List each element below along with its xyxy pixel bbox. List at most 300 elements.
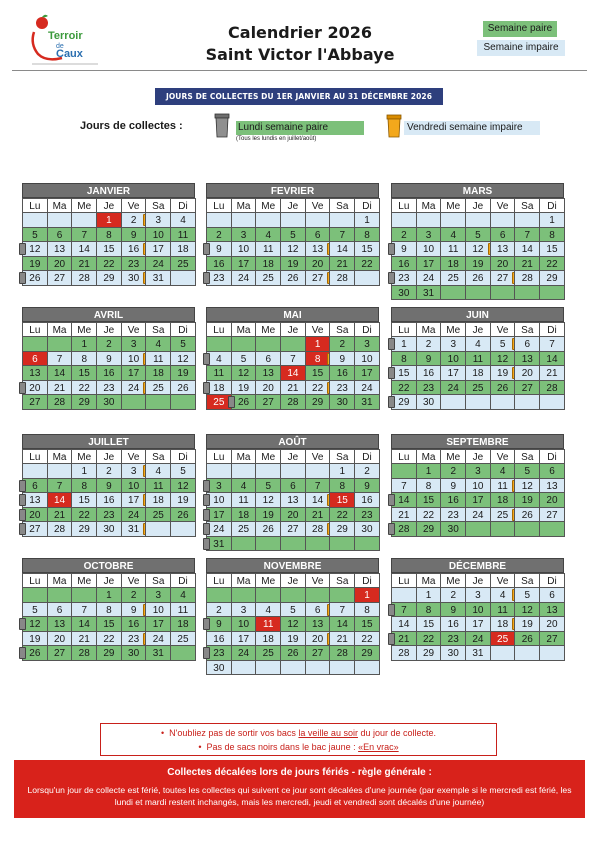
day-cell: 23 <box>391 270 417 286</box>
weekday-header: Ve <box>305 573 331 588</box>
day-cell: 5 <box>22 227 48 243</box>
month-juin <box>391 307 564 409</box>
month-juillet <box>22 434 195 536</box>
day-cell: 15 <box>71 365 97 381</box>
day-cell: 18 <box>490 616 516 632</box>
day-cell: 8 <box>416 602 442 618</box>
empty-cell <box>465 394 491 410</box>
empty-cell <box>539 521 565 537</box>
day-cell: 26 <box>280 645 306 661</box>
day-cell: 9 <box>206 616 232 632</box>
day-cell: 29 <box>329 521 355 537</box>
weekday-header: Ma <box>47 573 73 588</box>
empty-cell <box>329 536 355 552</box>
day-cell: 7 <box>47 478 73 494</box>
day-cell: 13 <box>22 492 48 508</box>
weekday-header: Me <box>255 322 281 337</box>
weekday-header: Je <box>96 573 122 588</box>
weekday-header: Me <box>71 573 97 588</box>
month-novembre <box>206 558 379 674</box>
month-septembre <box>391 434 564 536</box>
empty-cell <box>465 285 491 301</box>
day-cell: 11 <box>231 492 257 508</box>
day-cell: 18 <box>465 365 491 381</box>
month-title: JUILLET <box>22 434 195 449</box>
day-cell: 6 <box>280 478 306 494</box>
month-title: MAI <box>206 307 379 322</box>
day-cell: 1 <box>96 587 122 603</box>
grey-bin-marker-icon <box>203 353 210 365</box>
grey-bin-marker-icon <box>19 509 26 521</box>
day-cell: 17 <box>440 365 466 381</box>
day-cell: 14 <box>47 365 73 381</box>
day-cell: 9 <box>440 478 466 494</box>
day-cell: 3 <box>145 212 171 228</box>
day-cell: 26 <box>514 507 540 523</box>
day-cell: 25 <box>255 645 281 661</box>
day-cell: 27 <box>22 521 48 537</box>
day-cell: 22 <box>354 256 380 272</box>
empty-cell <box>514 285 540 301</box>
title-line-1: Calendrier 2026 <box>228 23 372 42</box>
empty-cell <box>391 587 417 603</box>
day-cell: 28 <box>71 270 97 286</box>
day-cell: 29 <box>539 270 565 286</box>
day-cell: 4 <box>440 227 466 243</box>
day-cell: 29 <box>305 394 331 410</box>
title-line-2: Saint Victor l'Abbaye <box>205 45 395 64</box>
weekday-header: Ma <box>416 322 442 337</box>
day-cell: 22 <box>96 256 122 272</box>
day-cell: 22 <box>96 631 122 647</box>
day-cell: 1 <box>71 336 97 352</box>
day-cell: 14 <box>329 241 355 257</box>
day-cell: 16 <box>206 256 232 272</box>
weekday-header: Me <box>440 573 466 588</box>
weekday-header: Ve <box>121 573 147 588</box>
weekday-header: Di <box>354 449 380 464</box>
empty-cell <box>47 336 73 352</box>
friday-collection-label: Vendredi semaine impaire <box>404 121 540 135</box>
terroir-de-caux-logo <box>28 14 108 66</box>
grey-bin-marker-icon <box>388 494 395 506</box>
day-cell: 19 <box>280 631 306 647</box>
day-cell: 10 <box>145 602 171 618</box>
empty-cell <box>490 645 516 661</box>
day-cell: 1 <box>96 212 122 228</box>
day-cell: 7 <box>71 227 97 243</box>
weekday-header: Ve <box>490 449 516 464</box>
day-cell: 8 <box>354 227 380 243</box>
day-cell: 2 <box>416 336 442 352</box>
weekday-header: Lu <box>22 573 48 588</box>
empty-cell <box>280 660 306 676</box>
day-cell: 22 <box>391 380 417 396</box>
day-cell: 26 <box>231 394 257 410</box>
day-cell: 18 <box>490 492 516 508</box>
empty-cell <box>145 521 171 537</box>
day-cell: 3 <box>121 336 147 352</box>
day-cell: 18 <box>255 256 281 272</box>
grey-bin-marker-icon <box>203 382 210 394</box>
reminder-box <box>100 723 497 756</box>
empty-cell <box>47 212 73 228</box>
day-cell: 30 <box>96 521 122 537</box>
weekday-header: Sa <box>329 198 355 213</box>
grey-bin-marker-icon <box>228 396 235 408</box>
weekday-header: Je <box>465 573 491 588</box>
weekday-header: Ma <box>47 198 73 213</box>
day-cell: 20 <box>305 631 331 647</box>
day-cell: 11 <box>465 351 491 367</box>
day-cell: 7 <box>391 478 417 494</box>
weekday-header: Me <box>440 198 466 213</box>
empty-cell <box>47 463 73 479</box>
empty-cell <box>170 521 196 537</box>
day-cell: 3 <box>465 587 491 603</box>
grey-bin-marker-icon <box>388 396 395 408</box>
day-cell: 17 <box>465 492 491 508</box>
day-cell: 23 <box>121 631 147 647</box>
empty-cell <box>440 394 466 410</box>
empty-cell <box>490 212 516 228</box>
day-cell: 2 <box>329 336 355 352</box>
month-mai <box>206 307 379 409</box>
weekday-header: Je <box>96 322 122 337</box>
reminder-line-1: • N'oubliez pas de sortir vos bacs la veille au soir du jour de collecte. <box>160 728 436 738</box>
weekday-header: Me <box>255 573 281 588</box>
day-cell: 16 <box>329 365 355 381</box>
day-cell: 19 <box>22 256 48 272</box>
empty-cell <box>280 212 306 228</box>
weekday-header: Ve <box>490 573 516 588</box>
day-cell: 25 <box>255 270 281 286</box>
empty-cell <box>305 536 331 552</box>
weekday-header: Di <box>170 449 196 464</box>
day-cell: 11 <box>145 351 171 367</box>
day-cell: 7 <box>514 227 540 243</box>
monday-collection-label: Lundi semaine paire <box>236 121 364 135</box>
empty-cell <box>231 660 257 676</box>
empty-cell <box>490 394 516 410</box>
day-cell: 26 <box>490 380 516 396</box>
empty-cell <box>329 587 355 603</box>
weekday-header: Ma <box>47 449 73 464</box>
holiday-rule-text: Lorsqu'un jour de collecte est férié, toutes les collectes qui suivent ce jour sont décalées d'une journée (par exemple si le mercredi est férié, les lundi et mardi restent inchangés, mais les mercredi, jeudi et vendredi sont décalés d'une journée) <box>27 785 572 807</box>
month-mars <box>391 183 564 299</box>
grey-bin-icon <box>214 113 230 139</box>
day-cell: 4 <box>170 212 196 228</box>
day-cell: 3 <box>145 587 171 603</box>
day-cell: 14 <box>71 616 97 632</box>
weekday-header: Sa <box>514 322 540 337</box>
day-cell: 12 <box>22 241 48 257</box>
empty-cell <box>255 212 281 228</box>
day-cell: 13 <box>305 616 331 632</box>
empty-cell <box>71 587 97 603</box>
day-cell: 30 <box>121 645 147 661</box>
day-cell: 25 <box>465 380 491 396</box>
day-cell: 24 <box>145 256 171 272</box>
day-cell: 25 <box>490 631 516 647</box>
day-cell: 4 <box>206 351 232 367</box>
day-cell: 30 <box>391 285 417 301</box>
day-cell: 10 <box>121 351 147 367</box>
day-cell: 5 <box>465 227 491 243</box>
month-title: AOÛT <box>206 434 379 449</box>
empty-cell <box>490 521 516 537</box>
logo-word-terroir: Terroir <box>48 30 83 42</box>
empty-cell <box>206 212 232 228</box>
weekday-header: Ma <box>416 449 442 464</box>
day-cell: 5 <box>514 463 540 479</box>
empty-cell <box>305 660 331 676</box>
day-cell: 13 <box>514 351 540 367</box>
day-cell: 5 <box>280 602 306 618</box>
weekday-header: Lu <box>391 322 417 337</box>
month-title: SEPTEMBRE <box>391 434 564 449</box>
empty-cell <box>255 463 281 479</box>
day-cell: 9 <box>391 241 417 257</box>
weekday-header: Lu <box>206 198 232 213</box>
day-cell: 3 <box>354 336 380 352</box>
grey-bin-marker-icon <box>203 618 210 630</box>
day-cell: 10 <box>354 351 380 367</box>
empty-cell <box>206 336 232 352</box>
day-cell: 18 <box>440 256 466 272</box>
weekday-header: Sa <box>514 573 540 588</box>
day-cell: 31 <box>206 536 232 552</box>
day-cell: 25 <box>145 507 171 523</box>
day-cell: 1 <box>539 212 565 228</box>
weekday-header: Di <box>354 573 380 588</box>
day-cell: 24 <box>145 631 171 647</box>
day-cell: 12 <box>22 616 48 632</box>
day-cell: 31 <box>145 645 171 661</box>
day-cell: 30 <box>416 394 442 410</box>
day-cell: 12 <box>170 351 196 367</box>
day-cell: 14 <box>71 241 97 257</box>
month-title: DÉCEMBRE <box>391 558 564 573</box>
day-cell: 15 <box>354 241 380 257</box>
day-cell: 4 <box>145 336 171 352</box>
day-cell: 17 <box>121 365 147 381</box>
day-cell: 11 <box>490 602 516 618</box>
day-cell: 19 <box>514 492 540 508</box>
day-cell: 16 <box>391 256 417 272</box>
empty-cell <box>22 463 48 479</box>
day-cell: 24 <box>206 521 232 537</box>
day-cell: 11 <box>206 365 232 381</box>
day-cell: 11 <box>255 241 281 257</box>
grey-bin-marker-icon <box>19 243 26 255</box>
day-cell: 8 <box>416 478 442 494</box>
day-cell: 3 <box>465 463 491 479</box>
month-title: JANVIER <box>22 183 195 198</box>
empty-cell <box>280 587 306 603</box>
day-cell: 16 <box>416 365 442 381</box>
day-cell: 20 <box>47 256 73 272</box>
day-cell: 1 <box>354 587 380 603</box>
day-cell: 21 <box>47 380 73 396</box>
empty-cell <box>329 212 355 228</box>
day-cell: 1 <box>416 463 442 479</box>
day-cell: 2 <box>391 227 417 243</box>
day-cell: 7 <box>329 602 355 618</box>
grey-bin-marker-icon <box>203 272 210 284</box>
day-cell: 29 <box>416 521 442 537</box>
weekday-header: Ve <box>490 322 516 337</box>
day-cell: 10 <box>416 241 442 257</box>
day-cell: 15 <box>539 241 565 257</box>
day-cell: 13 <box>305 241 331 257</box>
day-cell: 13 <box>539 602 565 618</box>
day-cell: 23 <box>416 380 442 396</box>
day-cell: 29 <box>71 521 97 537</box>
yellow-bin-icon <box>386 114 402 138</box>
day-cell: 1 <box>391 336 417 352</box>
day-cell: 31 <box>354 394 380 410</box>
grey-bin-marker-icon <box>19 523 26 535</box>
header-divider <box>12 70 587 71</box>
grey-bin-marker-icon <box>203 243 210 255</box>
empty-cell <box>354 270 380 286</box>
empty-cell <box>231 212 257 228</box>
day-cell: 4 <box>255 602 281 618</box>
day-cell: 13 <box>539 478 565 494</box>
day-cell: 2 <box>121 212 147 228</box>
day-cell: 17 <box>354 365 380 381</box>
weekday-header: Lu <box>391 449 417 464</box>
day-cell: 23 <box>206 645 232 661</box>
day-cell: 17 <box>145 616 171 632</box>
day-cell: 11 <box>255 616 281 632</box>
day-cell: 24 <box>231 270 257 286</box>
day-cell: 21 <box>514 256 540 272</box>
day-cell: 11 <box>440 241 466 257</box>
day-cell: 8 <box>305 351 331 367</box>
day-cell: 6 <box>490 227 516 243</box>
day-cell: 22 <box>329 507 355 523</box>
day-cell: 10 <box>145 227 171 243</box>
day-cell: 29 <box>96 270 122 286</box>
day-cell: 22 <box>71 507 97 523</box>
month-title: OCTOBRE <box>22 558 195 573</box>
day-cell: 22 <box>71 380 97 396</box>
weekday-header: Sa <box>145 198 171 213</box>
day-cell: 20 <box>22 380 48 396</box>
day-cell: 20 <box>490 256 516 272</box>
day-cell: 7 <box>539 336 565 352</box>
day-cell: 26 <box>514 631 540 647</box>
day-cell: 31 <box>145 270 171 286</box>
day-cell: 6 <box>22 478 48 494</box>
day-cell: 10 <box>231 241 257 257</box>
weekday-header: Di <box>354 198 380 213</box>
day-cell: 19 <box>22 631 48 647</box>
day-cell: 3 <box>206 478 232 494</box>
day-cell: 24 <box>354 380 380 396</box>
weekday-header: Lu <box>206 449 232 464</box>
day-cell: 31 <box>416 285 442 301</box>
day-cell: 27 <box>305 645 331 661</box>
day-cell: 1 <box>354 212 380 228</box>
day-cell: 27 <box>47 645 73 661</box>
weekday-header: Sa <box>329 573 355 588</box>
day-cell: 14 <box>514 241 540 257</box>
day-cell: 16 <box>96 492 122 508</box>
weekday-header: Sa <box>145 449 171 464</box>
day-cell: 23 <box>354 507 380 523</box>
day-cell: 9 <box>354 478 380 494</box>
weekday-header: Me <box>440 322 466 337</box>
weekday-header: Di <box>170 322 196 337</box>
weekday-header: Di <box>354 322 380 337</box>
day-cell: 8 <box>96 227 122 243</box>
empty-cell <box>71 212 97 228</box>
weekday-header: Je <box>280 198 306 213</box>
day-cell: 6 <box>47 602 73 618</box>
grey-bin-marker-icon <box>19 272 26 284</box>
grey-bin-marker-icon <box>388 272 395 284</box>
day-cell: 23 <box>96 380 122 396</box>
day-cell: 27 <box>255 394 281 410</box>
day-cell: 28 <box>329 645 355 661</box>
logo-word-de: de <box>56 43 64 50</box>
day-cell: 20 <box>22 507 48 523</box>
day-cell: 16 <box>121 241 147 257</box>
day-cell: 9 <box>440 602 466 618</box>
day-cell: 28 <box>47 394 73 410</box>
weekday-header: Ve <box>305 449 331 464</box>
day-cell: 14 <box>391 492 417 508</box>
day-cell: 7 <box>329 227 355 243</box>
day-cell: 15 <box>329 492 355 508</box>
monday-collection-note: (Tous les lundis en juillet/août) <box>236 136 317 142</box>
day-cell: 15 <box>71 492 97 508</box>
page-title <box>180 22 420 66</box>
month-janvier <box>22 183 195 285</box>
day-cell: 16 <box>354 492 380 508</box>
day-cell: 6 <box>305 602 331 618</box>
day-cell: 8 <box>391 351 417 367</box>
day-cell: 25 <box>440 270 466 286</box>
day-cell: 28 <box>391 521 417 537</box>
day-cell: 1 <box>305 336 331 352</box>
day-cell: 5 <box>231 351 257 367</box>
month-title: FEVRIER <box>206 183 379 198</box>
day-cell: 16 <box>440 616 466 632</box>
day-cell: 20 <box>47 631 73 647</box>
day-cell: 5 <box>170 463 196 479</box>
day-cell: 6 <box>305 227 331 243</box>
day-cell: 19 <box>490 365 516 381</box>
month-août <box>206 434 379 550</box>
day-cell: 4 <box>145 463 171 479</box>
day-cell: 30 <box>121 270 147 286</box>
day-cell: 1 <box>329 463 355 479</box>
day-cell: 15 <box>416 492 442 508</box>
day-cell: 7 <box>47 351 73 367</box>
empty-cell <box>206 463 232 479</box>
day-cell: 12 <box>280 616 306 632</box>
day-cell: 2 <box>121 587 147 603</box>
grey-bin-marker-icon <box>203 538 210 550</box>
day-cell: 17 <box>231 631 257 647</box>
day-cell: 2 <box>96 336 122 352</box>
day-cell: 30 <box>206 660 232 676</box>
day-cell: 5 <box>490 336 516 352</box>
